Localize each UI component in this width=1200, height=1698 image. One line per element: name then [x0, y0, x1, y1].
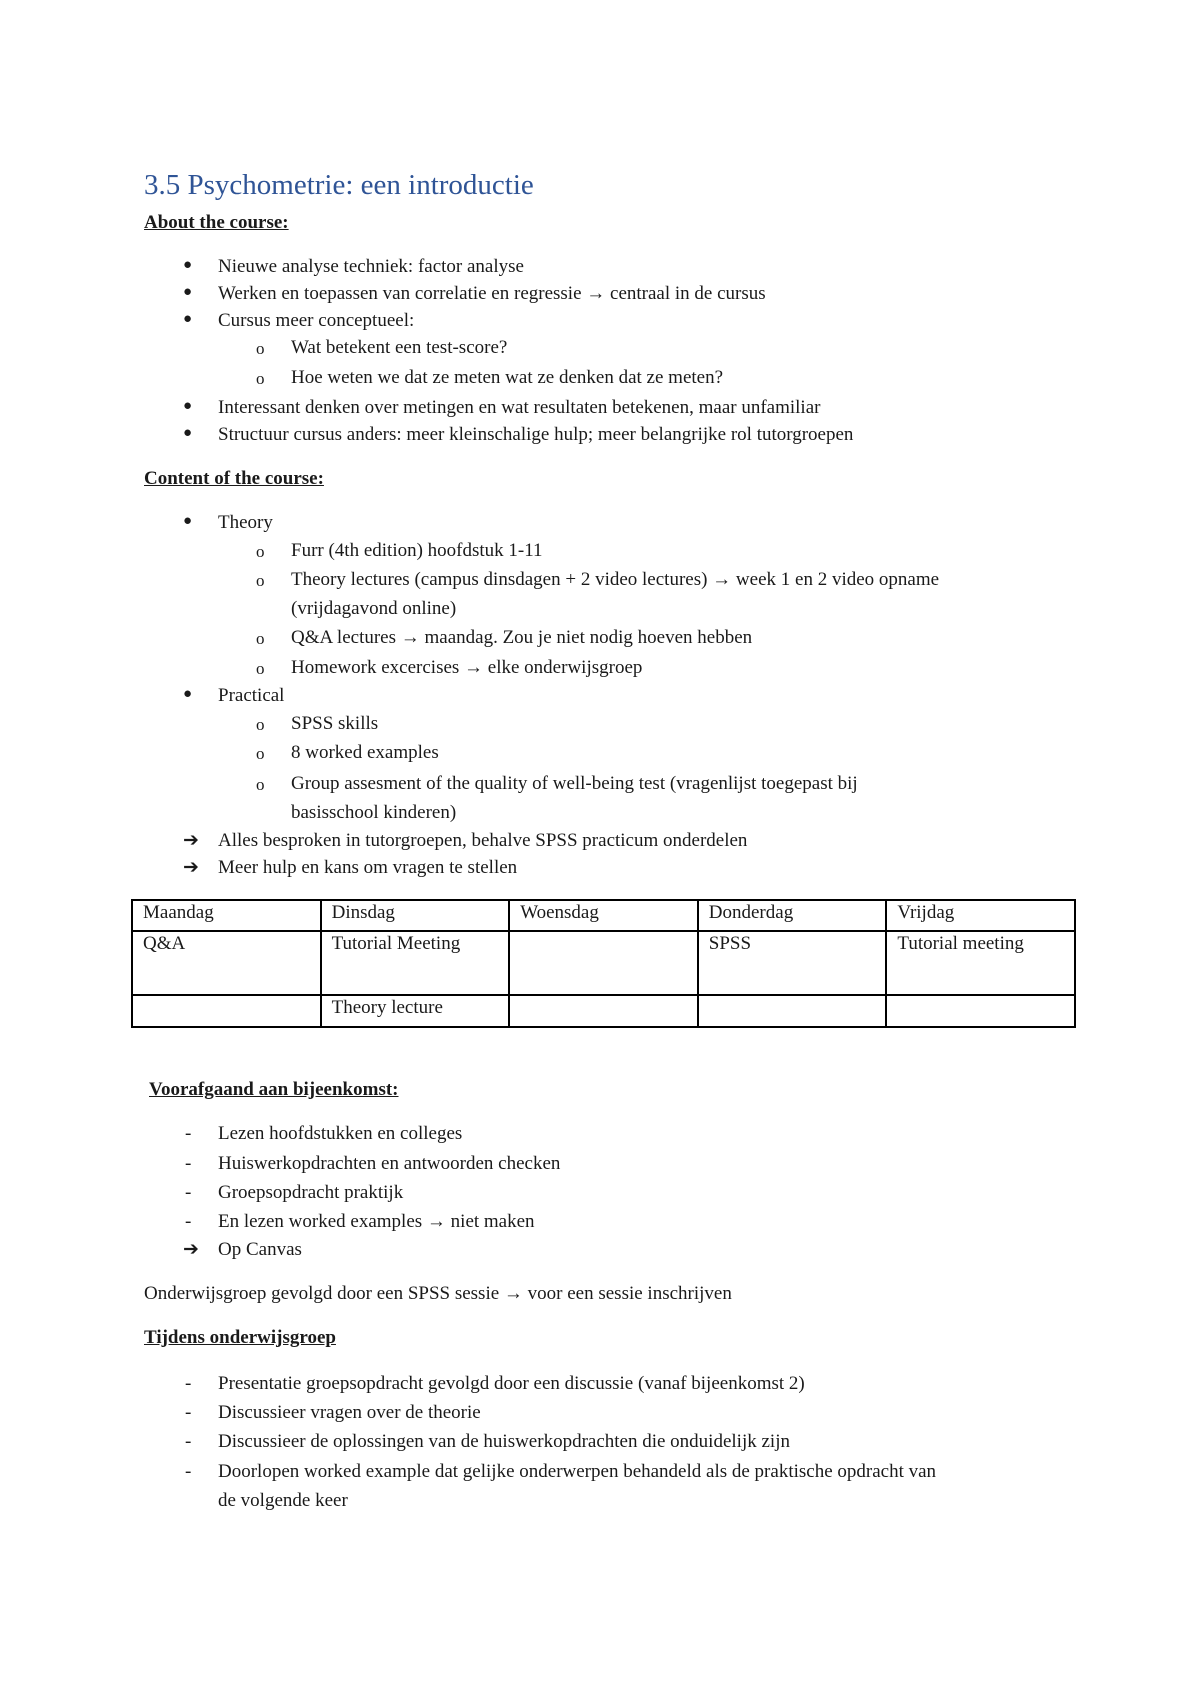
- circle-bullet-icon: o: [256, 659, 265, 678]
- table-header-cell: Maandag: [132, 900, 321, 931]
- list-item: 8 worked examples: [291, 742, 439, 763]
- list-item: Alles besproken in tutorgroepen, behalve SPSS practicum onderdelen: [218, 830, 748, 851]
- dash-bullet-icon: -: [185, 1211, 192, 1232]
- list-item: Discussieer de oplossingen van de huiswerkopdrachten die onduidelijk zijn: [218, 1431, 790, 1452]
- list-item: Group assesment of the quality of well-being test (vragenlijst toegepast bij: [291, 773, 858, 794]
- list-item: Werken en toepassen van correlatie en regressie → centraal in de cursus: [218, 283, 766, 304]
- bullet-icon: ●: [183, 257, 193, 273]
- table-cell: [886, 995, 1075, 1027]
- table-cell: Tutorial Meeting: [321, 931, 510, 995]
- bullet-icon: ●: [183, 513, 193, 529]
- circle-bullet-icon: o: [256, 744, 265, 763]
- list-item-continuation: (vrijdagavond online): [291, 598, 457, 619]
- list-item: Homework excercises → elke onderwijsgroep: [291, 657, 643, 678]
- during-heading: Tijdens onderwijsgroep: [144, 1327, 336, 1348]
- list-item: Hoe weten we dat ze meten wat ze denken dat ze meten?: [291, 367, 724, 388]
- bullet-icon: ●: [183, 686, 193, 702]
- list-item: Huiswerkopdrachten en antwoorden checken: [218, 1153, 561, 1174]
- page-title: 3.5 Psychometrie: een introductie: [144, 169, 534, 201]
- list-item: Presentatie groepsopdracht gevolgd door een discussie (vanaf bijeenkomst 2): [218, 1373, 805, 1394]
- list-item: Meer hulp en kans om vragen te stellen: [218, 857, 518, 878]
- table-cell: Q&A: [132, 931, 321, 995]
- list-item: Practical: [218, 685, 285, 706]
- table-cell: Theory lecture: [321, 995, 510, 1027]
- bullet-icon: ●: [183, 284, 193, 300]
- list-item: Lezen hoofdstukken en colleges: [218, 1123, 463, 1144]
- list-item: Structuur cursus anders: meer kleinschalige hulp; meer belangrijke rol tutorgroepen: [218, 424, 854, 445]
- table-header-cell: Dinsdag: [321, 900, 510, 931]
- circle-bullet-icon: o: [256, 369, 265, 388]
- table-row: [132, 931, 1075, 995]
- bullet-icon: ●: [183, 425, 193, 441]
- bullet-icon: ●: [183, 398, 193, 414]
- list-item: Q&A lectures → maandag. Zou je niet nodig hoeven hebben: [291, 627, 753, 648]
- table-cell: SPSS: [698, 931, 887, 995]
- content-heading: Content of the course:: [144, 468, 324, 489]
- table-cell: [698, 995, 887, 1027]
- table-row: [132, 995, 1075, 1027]
- list-item: Doorlopen worked example dat gelijke onderwerpen behandeld als de praktische opdracht van: [218, 1461, 937, 1482]
- list-item-continuation: basisschool kinderen): [291, 802, 457, 823]
- circle-bullet-icon: o: [256, 629, 265, 648]
- list-item: Cursus meer conceptueel:: [218, 310, 415, 331]
- table-cell: [132, 995, 321, 1027]
- dash-bullet-icon: -: [185, 1373, 192, 1394]
- list-item: Op Canvas: [218, 1239, 302, 1260]
- list-item: Furr (4th edition) hoofdstuk 1-11: [291, 540, 543, 561]
- circle-bullet-icon: o: [256, 339, 265, 358]
- list-item-continuation: de volgende keer: [218, 1490, 348, 1511]
- list-item: Theory: [218, 512, 273, 533]
- circle-bullet-icon: o: [256, 715, 265, 734]
- dash-bullet-icon: -: [185, 1123, 192, 1144]
- table-header-cell: Woensdag: [509, 900, 698, 931]
- list-item: Interessant denken over metingen en wat resultaten betekenen, maar unfamiliar: [218, 397, 821, 418]
- list-item: Theory lectures (campus dinsdagen + 2 video lectures) → week 1 en 2 video opname: [291, 569, 940, 590]
- about-heading: About the course:: [144, 212, 289, 233]
- table-header-cell: Vrijdag: [886, 900, 1075, 931]
- circle-bullet-icon: o: [256, 775, 265, 794]
- circle-bullet-icon: o: [256, 571, 265, 590]
- dash-bullet-icon: -: [185, 1402, 192, 1423]
- prep-heading: Voorafgaand aan bijeenkomst:: [149, 1079, 399, 1100]
- table-header-cell: Donderdag: [698, 900, 887, 931]
- table-cell: [509, 995, 698, 1027]
- arrow-right-icon: ➔: [183, 830, 199, 851]
- dash-bullet-icon: -: [185, 1153, 192, 1174]
- circle-bullet-icon: o: [256, 542, 265, 561]
- prep-note: Onderwijsgroep gevolgd door een SPSS sessie → voor een sessie inschrijven: [144, 1283, 732, 1304]
- list-item: En lezen worked examples → niet maken: [218, 1211, 535, 1232]
- dash-bullet-icon: -: [185, 1182, 192, 1203]
- list-item: Discussieer vragen over de theorie: [218, 1402, 481, 1423]
- arrow-right-icon: ➔: [183, 1239, 199, 1260]
- dash-bullet-icon: -: [185, 1431, 192, 1452]
- dash-bullet-icon: -: [185, 1461, 192, 1482]
- list-item: Nieuwe analyse techniek: factor analyse: [218, 256, 524, 277]
- table-cell: Tutorial meeting: [886, 931, 1075, 995]
- arrow-right-icon: ➔: [183, 857, 199, 878]
- schedule-table: [131, 899, 1076, 1028]
- table-header-row: [132, 900, 1075, 931]
- list-item: Wat betekent een test-score?: [291, 337, 508, 358]
- list-item: SPSS skills: [291, 713, 379, 734]
- table-cell: [509, 931, 698, 995]
- list-item: Groepsopdracht praktijk: [218, 1182, 404, 1203]
- bullet-icon: ●: [183, 311, 193, 327]
